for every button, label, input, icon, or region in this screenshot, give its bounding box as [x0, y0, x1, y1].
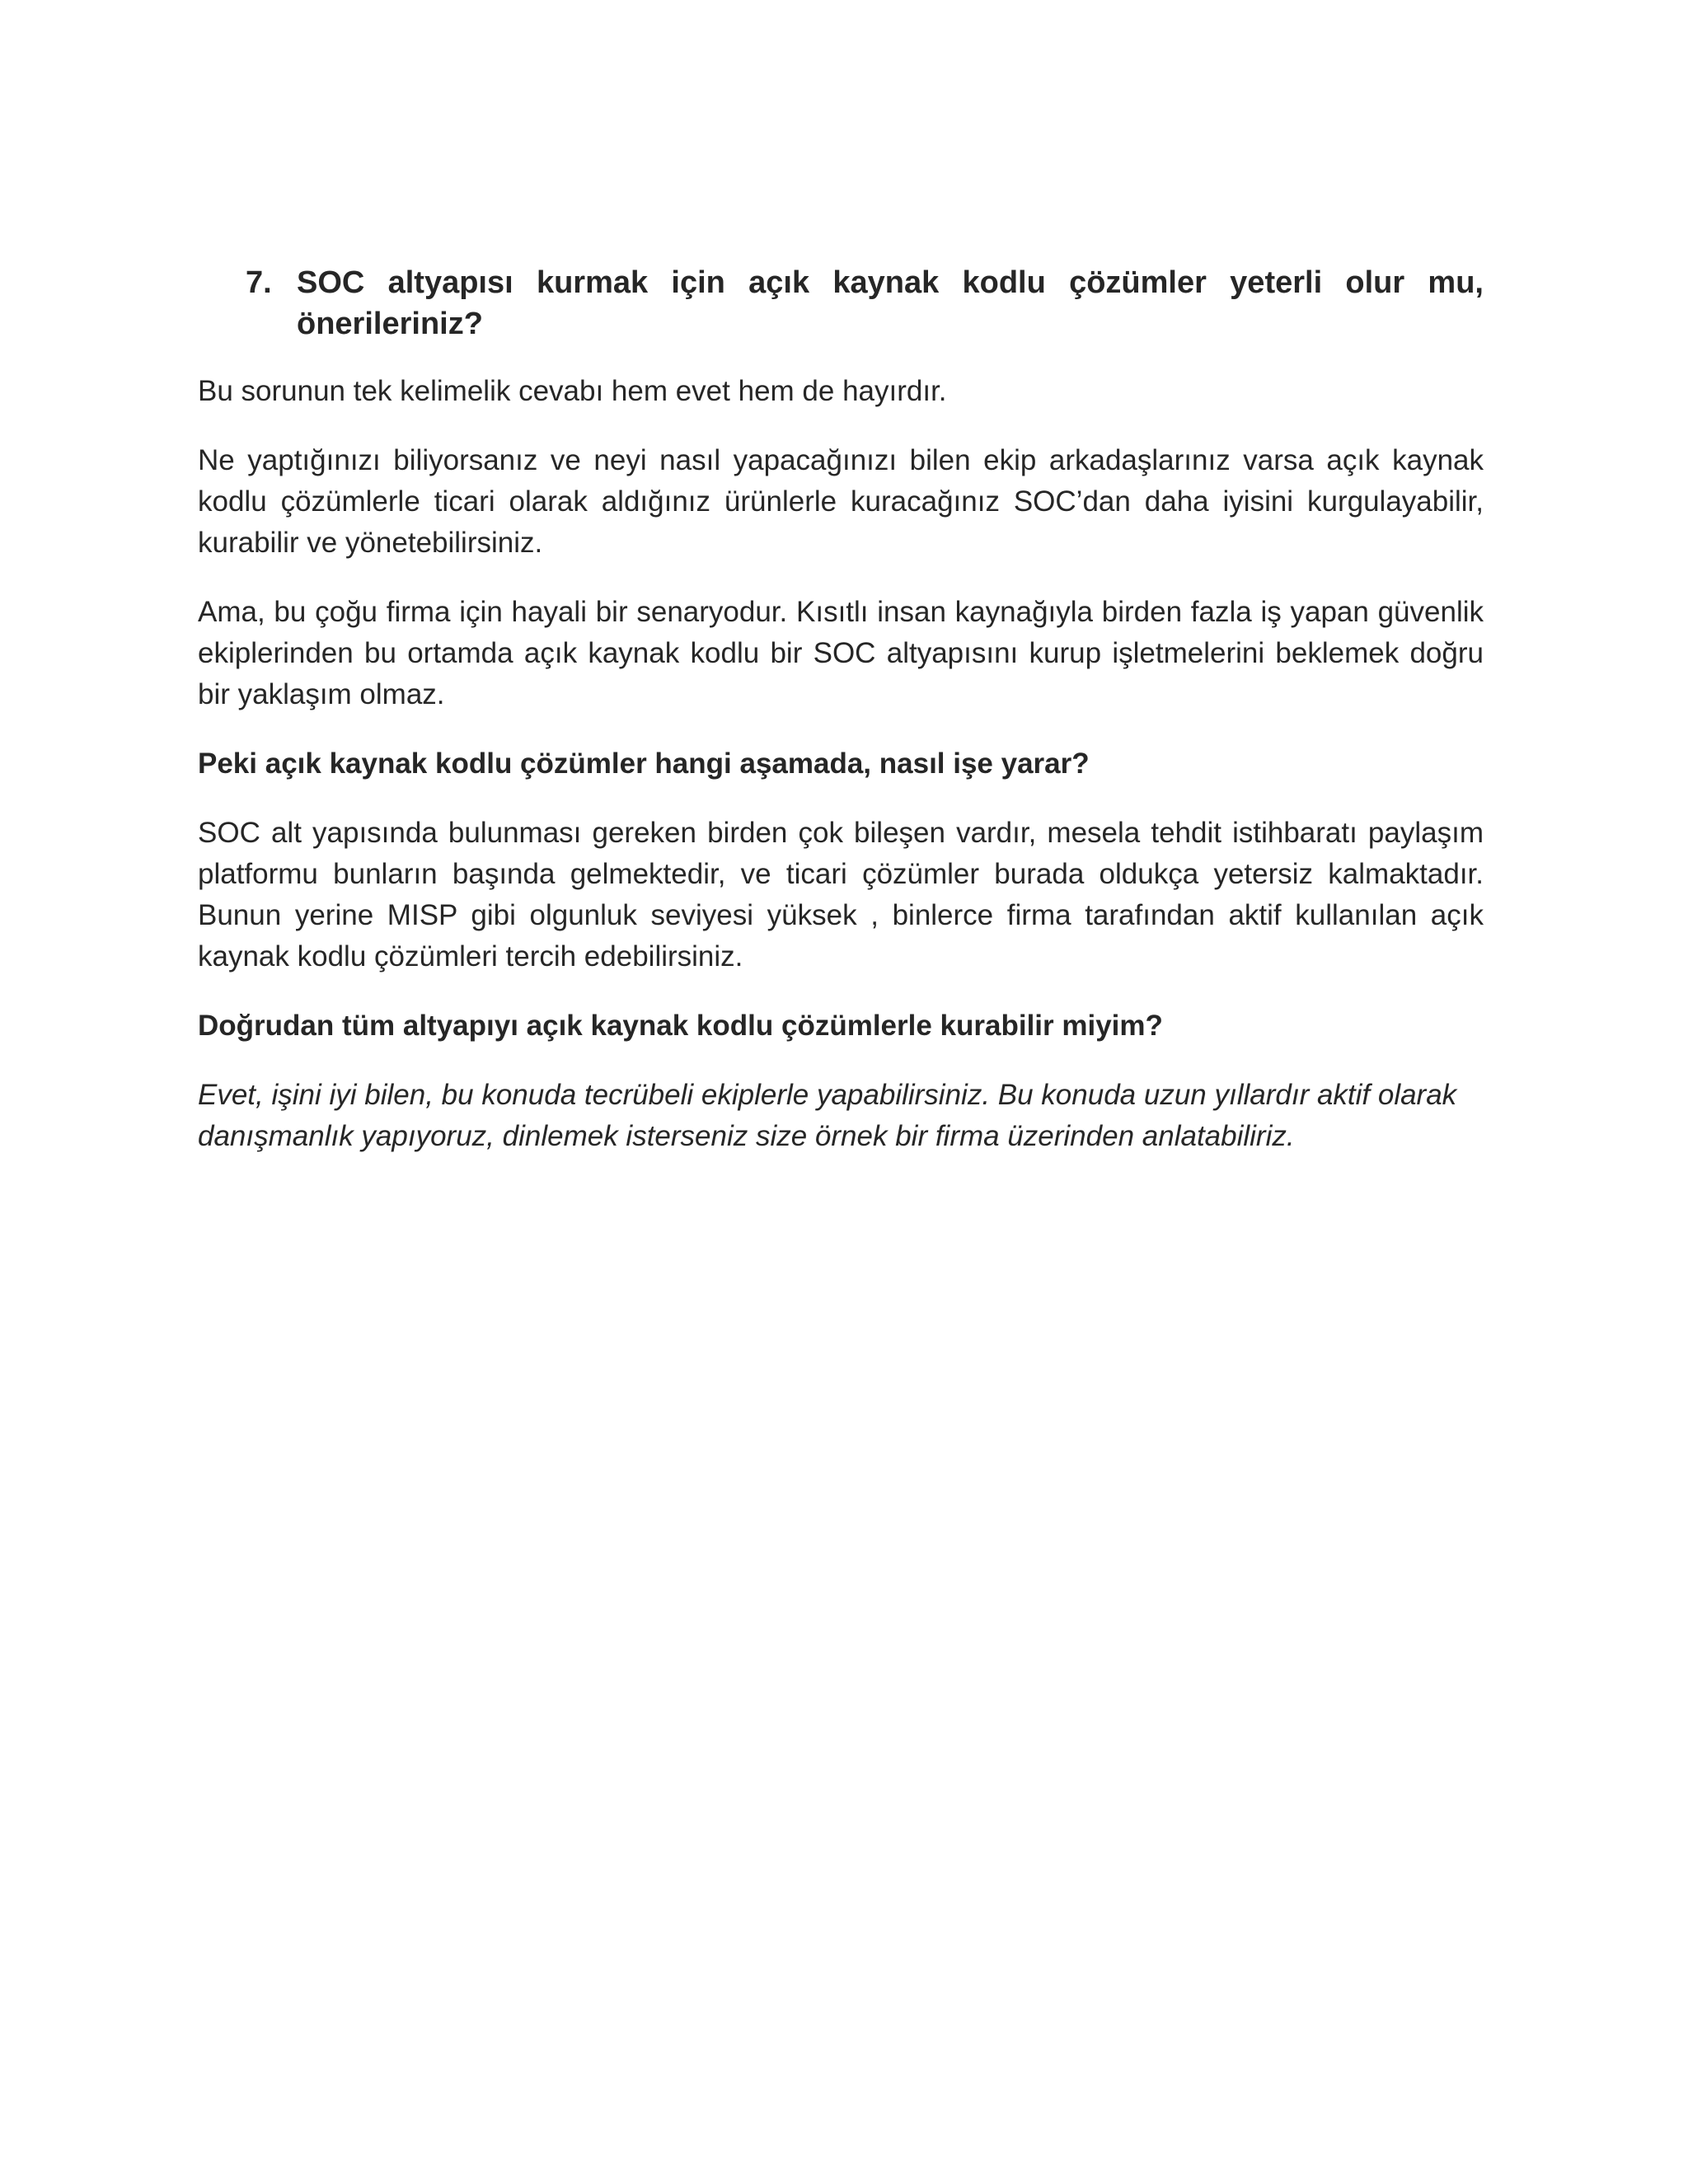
paragraph-no-case: Ama, bu çoğu firma için hayali bir senaryodur. Kısıtlı insan kaynağıyla birden fazla iş yapan güvenlik ekiplerinden bu ortamda açık kaynak kodlu bir SOC altyapısını kurup işletmelerini beklemek doğru bir yaklaşım olmaz. — [198, 596, 1484, 710]
paragraph-short-answer: Bu sorunun tek kelimelik cevabı hem evet hem de hayırdır. — [198, 375, 947, 407]
paragraph-yes-case: Ne yaptığınızı biliyorsanız ve neyi nasıl yapacağınızı bilen ekip arkadaşlarınız varsa açık kaynak kodlu çözümlerle ticari olarak aldığınız ürünlerle kuracağınız SOC’dan daha iyisini kurgulayabilir, kurabilir ve yönetebilirsiniz. — [198, 444, 1484, 559]
section-number: 7. — [246, 265, 272, 300]
paragraph-misp: SOC alt yapısında bulunması gereken birden çok bileşen vardır, mesela tehdit istihbaratı paylaşım platformu bunların başında gelmektedir, ve ticari çözümler burada oldukça yetersiz kalmaktadır. Bunun yerine MISP gibi olgunluk seviyesi yüksek , binlerce firma tarafından aktif kullanılan açık kaynak kodlu çözümleri tercih edebilirsiniz. — [198, 817, 1484, 972]
document-page — [198, 262, 1484, 1185]
section-heading — [246, 262, 1484, 344]
paragraph-closing: Evet, işini iyi bilen, bu konuda tecrübeli ekiplerle yapabilirsiniz. Bu konuda uzun yıllardır aktif olarak danışmanlık yapıyoruz, dinlemek isterseniz size örnek bir firma üzerinden anlatabiliriz. — [198, 1079, 1457, 1152]
subheading-full-open-source: Doğrudan tüm altyapıyı açık kaynak kodlu çözümlerle kurabilir miyim? — [198, 1010, 1163, 1042]
subheading-when-useful: Peki açık kaynak kodlu çözümler hangi aşamada, nasıl işe yarar? — [198, 748, 1090, 780]
section-title: SOC altyapısı kurmak için açık kaynak kodlu çözümler yeterli olur mu, önerileriniz? — [297, 265, 1484, 341]
